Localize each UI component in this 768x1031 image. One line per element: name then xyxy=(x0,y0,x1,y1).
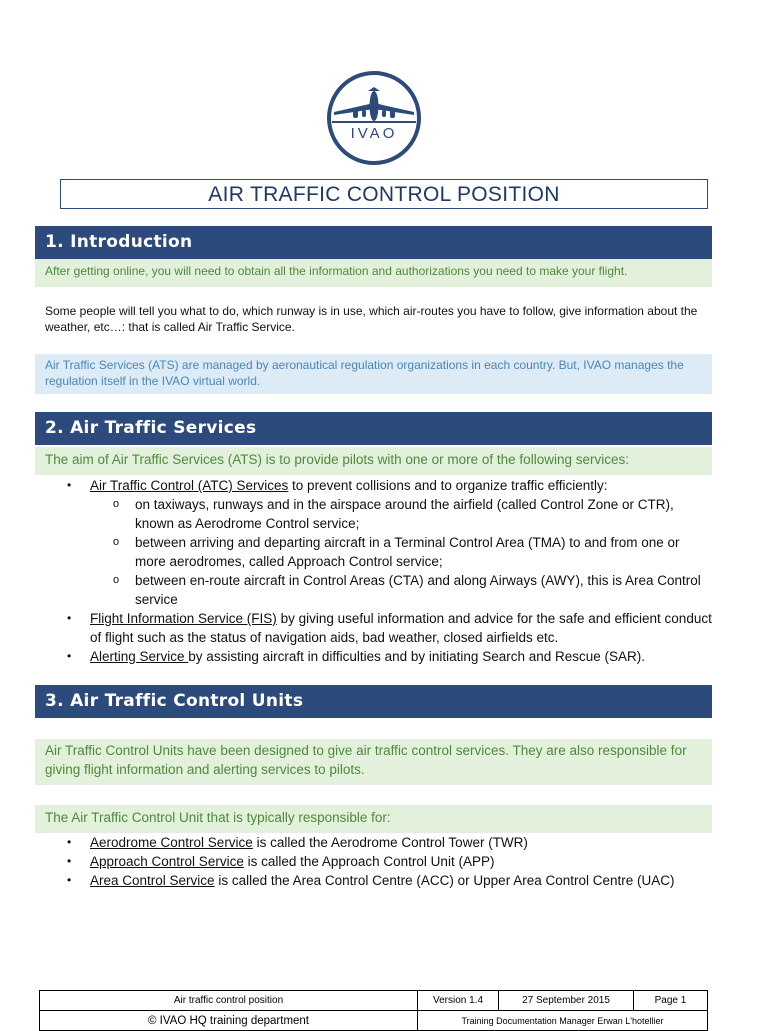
document-footer-table xyxy=(39,990,708,1031)
footer-title: Air traffic control position xyxy=(40,991,418,1011)
sub-list-item: o between en-route aircraft in Control Areas (CTA) and along Airways (AWY), this is Area Control service xyxy=(90,571,712,609)
intro-note: After getting online, you will need to obtain all the information and authorizations you need to make your flight. xyxy=(35,259,712,287)
aerodrome-control-text: is called the Aerodrome Control Tower (TWR) xyxy=(252,835,528,850)
alerting-term: Alerting Service xyxy=(90,649,189,664)
list-item xyxy=(35,609,712,647)
list-item xyxy=(35,833,712,852)
atc-unit-responsibility-note: The Air Traffic Control Unit that is typically responsible for: xyxy=(35,805,712,833)
ats-note: Air Traffic Services (ATS) are managed by aeronautical regulation organizations in each country. But, IVAO manages the regulation itself in the IVAO virtual world. xyxy=(35,354,712,394)
list-item xyxy=(35,871,712,890)
ats-aim-note: The aim of Air Traffic Services (ATS) is to provide pilots with one or more of the following services: xyxy=(35,447,712,475)
atc-unit-list xyxy=(35,833,712,890)
area-control-text: is called the Area Control Centre (ACC) or Upper Area Control Centre (UAC) xyxy=(214,873,675,888)
fis-term: Flight Information Service (FIS) xyxy=(90,611,277,626)
section-heading-introduction: 1. Introduction xyxy=(35,226,712,259)
atc-services-text: to prevent collisions and to organize traffic efficiently: xyxy=(288,478,608,493)
atc-services-term: Air Traffic Control (ATC) Services xyxy=(90,478,289,493)
list-item xyxy=(35,476,712,609)
area-control-term: Area Control Service xyxy=(90,873,215,888)
list-item xyxy=(35,852,712,871)
atc-sublist xyxy=(90,495,712,609)
atc-units-note: Air Traffic Control Units have been designed to give air traffic control services. They are also responsible for giving flight information and alerting services to pilots. xyxy=(35,739,712,785)
alerting-text: by assisting aircraft in difficulties and by initiating Search and Rescue (SAR). xyxy=(188,649,646,664)
fis-text: by giving useful information and advice for the safe and efficient conduct of flight such as the status of navigation aids, bad weather, closed airfields etc. xyxy=(90,611,712,645)
section-heading-atc-units: 3. Air Traffic Control Units xyxy=(35,685,712,718)
logo-text: IVAO xyxy=(350,125,398,142)
ivao-logo xyxy=(324,70,424,166)
footer-page: Page 1 xyxy=(634,991,708,1011)
footer-copyright: © IVAO HQ training department xyxy=(40,1011,418,1031)
sub-list-item: o on taxiways, runways and in the airspace around the airfield (called Control Zone or CTR), known as Aerodrome Control service; xyxy=(90,495,712,533)
approach-control-text: is called the Approach Control Unit (APP) xyxy=(243,854,495,869)
ats-service-list xyxy=(35,476,712,666)
footer-author: Training Documentation Manager Erwan L'hotellier xyxy=(418,1011,708,1031)
section-heading-air-traffic-services: 2. Air Traffic Services xyxy=(35,412,712,445)
approach-control-term: Approach Control Service xyxy=(90,854,244,869)
footer-version: Version 1.4 xyxy=(418,991,499,1011)
list-item xyxy=(35,647,712,666)
document-title: AIR TRAFFIC CONTROL POSITION xyxy=(60,179,708,209)
sub-list-item: o between arriving and departing aircraft in a Terminal Control Area (TMA) to and from one or more aerodromes, called Approach Control service; xyxy=(90,533,712,571)
aerodrome-control-term: Aerodrome Control Service xyxy=(90,835,253,850)
footer-date: 27 September 2015 xyxy=(499,991,634,1011)
intro-paragraph: Some people will tell you what to do, which runway is in use, which air-routes you have to follow, give information about the weather, etc…: that is called Air Traffic Service. xyxy=(45,304,698,334)
